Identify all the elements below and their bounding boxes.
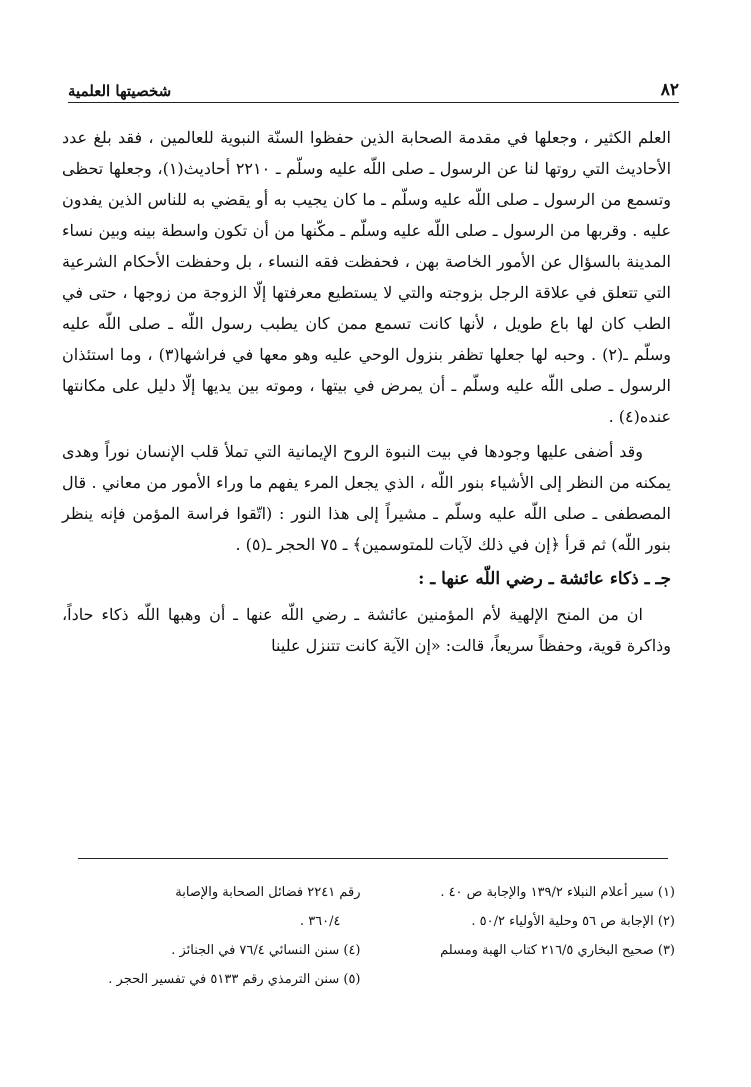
footnote-1: (١) سير أعلام النبلاء ١٣٩/٢ والإجابة ص ٤٠ . — [440, 885, 675, 900]
footnote-3-continued-2: ٣٦٠/٤ . — [299, 914, 341, 929]
footnote-2: (٢) الإجابة ص ٥٦ وحلية الأولياء ٥٠/٢ . — [471, 914, 675, 929]
section-heading: جـ ـ ذكاء عائشة ـ رضي اللّه عنها ـ : — [418, 569, 671, 589]
footnote-4: (٤) سنن النسائي ٧٦/٤ في الجنائز . — [171, 943, 361, 958]
footnotes-left-column — [76, 878, 361, 994]
footnote-separator — [78, 858, 668, 859]
body-text — [62, 122, 671, 661]
footnote-3: (٣) صحيح البخاري ٢١٦/٥ كتاب الهبة ومسلم — [440, 943, 675, 958]
paragraph-2: وقد أضفى عليها وجودها في بيت النبوة الروح الإيمانية التي تملأ قلب الإنسان نوراً وهدى يمكنه من النظر إلى الأشياء بنور اللّه ، الذي يجعل المرء يفهم ما وراء الأمور من معاني . قال المصطفى ـ صلى اللّه عليه وسلّم ـ مشيراً إلى هذا النور : (اتّقوا فراسة المؤمن فإنه ينظر بنور اللّه) ثم قرأ ﴿إن في ذلك لآيات للمتوسمين﴾ ـ ٧٥ الحجر ـ(٥) . — [62, 442, 671, 554]
page-header — [68, 66, 679, 103]
paragraph-1: العلم الكثير ، وجعلها في مقدمة الصحابة الذين حفظوا السنّة النبوية للعالمين ، فقد بلغ عدد الأحاديث التي روتها لنا عن الرسول ـ صلى اللّه عليه وسلّم ـ ٢٢١٠ أحاديث(١)، وجعلها تحظى وتسمع من الرسول ـ صلى اللّه عليه وسلّم ـ ما كان يجيب به أو يقضي به للناس الذين يفدون عليه . وقربها من الرسول ـ صلى اللّه عليه وسلّم ـ مكّنها من أن تكون واسطة بينه وبين نساء المدينة بالسؤال عن الأمور الخاصة بهن ، فحفظت فقه النساء ، بل وحفظت الأحكام الشرعية التي تتعلق في علاقة الرجل بزوجته والتي لا يستطيع معرفتها إلّا الزوجة من زوجها ، حتى في الطب كان لها باع طويل ، لأنها كانت تسمع ممن كان يطبب رسول اللّه ـ صلى اللّه عليه وسلّم ـ(٢) . وحبه لها جعلها تظفر بنزول الوحي عليه وهو معها في فراشها(٣) ، وما استئذان الرسول ـ صلى اللّه عليه وسلّم ـ أن يمرض في بيتها ، وموته بين يديها إلّا دليل على مكانتها عنده(٤) . — [62, 128, 672, 426]
running-title: شخصيتها العلمية — [68, 82, 172, 100]
footnotes-right-column — [391, 878, 676, 994]
footnote-5: (٥) سنن الترمذي رقم ٥١٣٣ في تفسير الحجر . — [108, 972, 361, 987]
footnote-3-continued: رقم ٢٢٤١ فضائل الصحابة والإصابة — [175, 885, 361, 900]
footnotes — [76, 878, 675, 994]
paragraph-3: ان من المنح الإلهية لأم المؤمنين عائشة ـ رضي اللّه عنها ـ أن وهبها اللّه ذكاء حاداً، وذاكرة قوية، وحفظاً سريعاً، قالت: «إن الآية كانت تتنزل علينا — [62, 605, 671, 655]
page-number: ٨٢ — [660, 80, 679, 100]
